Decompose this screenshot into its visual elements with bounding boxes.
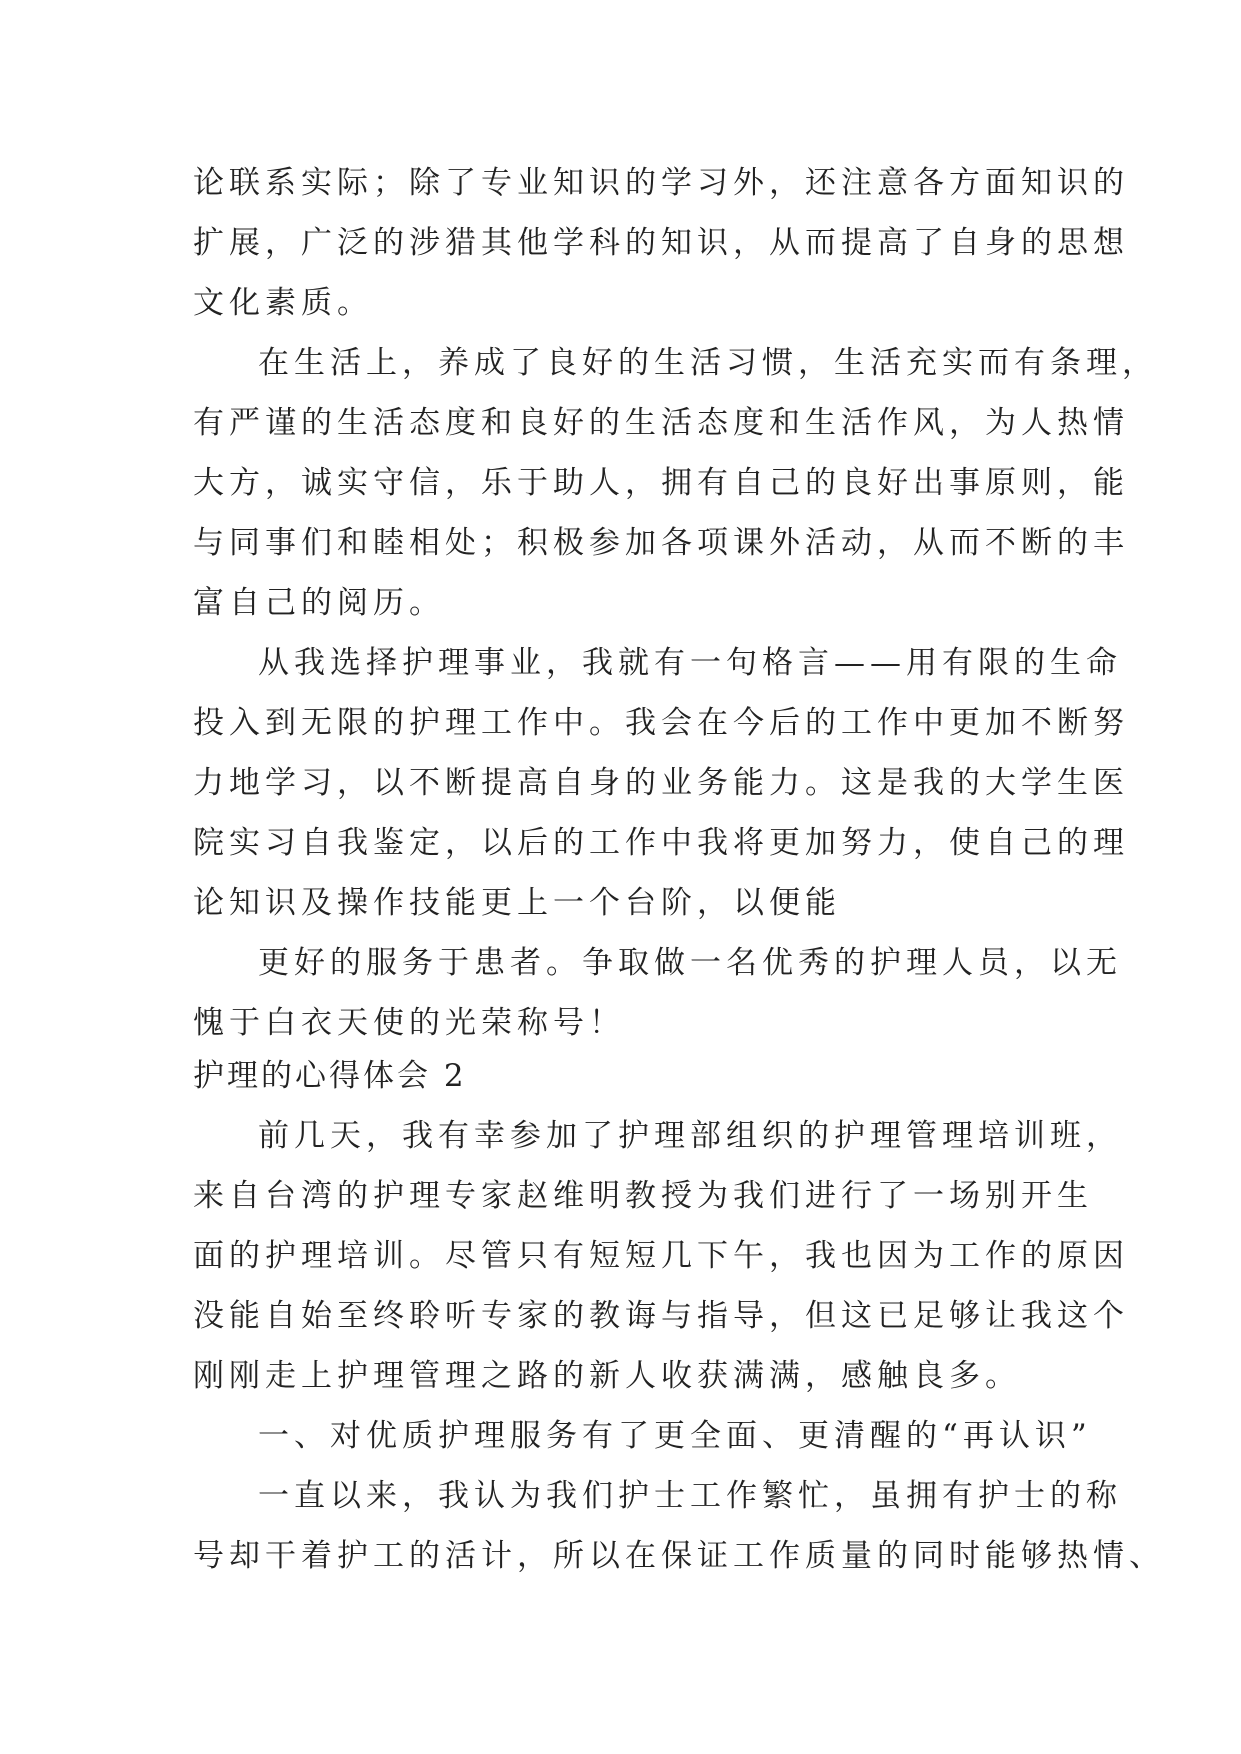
subheading-line: 一、对优质护理服务有了更全面、更清醒的“再认识”	[258, 1418, 1092, 1454]
paragraph-start: 从我选择护理事业，我就有一句格言——用有限的生命	[258, 645, 1122, 681]
text-line: 面的护理培训。尽管只有短短几下午，我也因为工作的原因	[193, 1238, 1129, 1274]
text-line: 愧于白衣天使的光荣称号！	[193, 1005, 625, 1041]
text-line: 刚刚走上护理管理之路的新人收获满满，感触良多。	[193, 1358, 1021, 1394]
text-line: 富自己的阅历。	[193, 585, 445, 621]
text-line: 论知识及操作技能更上一个台阶，以便能	[193, 885, 841, 921]
text-line: 有严谨的生活态度和良好的生活态度和生活作风，为人热情	[193, 405, 1129, 441]
text-line: 扩展，广泛的涉猎其他学科的知识，从而提高了自身的思想	[193, 225, 1129, 261]
paragraph-start: 一直以来，我认为我们护士工作繁忙，虽拥有护士的称	[258, 1478, 1122, 1514]
text-line: 与同事们和睦相处；积极参加各项课外活动，从而不断的丰	[193, 525, 1129, 561]
section-heading: 护理的心得体会 2	[193, 1058, 467, 1094]
paragraph-start: 更好的服务于患者。争取做一名优秀的护理人员，以无	[258, 945, 1122, 981]
text-line: 没能自始至终聆听专家的教诲与指导，但这已足够让我这个	[193, 1298, 1129, 1334]
text-line: 投入到无限的护理工作中。我会在今后的工作中更加不断努	[193, 705, 1129, 741]
text-line: 文化素质。	[193, 285, 373, 321]
paragraph-start: 在生活上，养成了良好的生活习惯，生活充实而有条理，	[258, 345, 1158, 381]
text-line: 来自台湾的护理专家赵维明教授为我们进行了一场别开生	[193, 1178, 1093, 1214]
text-line: 号却干着护工的活计，所以在保证工作质量的同时能够热情、	[193, 1538, 1165, 1574]
text-line: 院实习自我鉴定，以后的工作中我将更加努力，使自己的理	[193, 825, 1129, 861]
text-line: 论联系实际；除了专业知识的学习外，还注意各方面知识的	[193, 165, 1129, 201]
text-line: 大方，诚实守信，乐于助人，拥有自己的良好出事原则，能	[193, 465, 1129, 501]
paragraph-start: 前几天，我有幸参加了护理部组织的护理管理培训班，	[258, 1118, 1122, 1154]
text-line: 力地学习，以不断提高自身的业务能力。这是我的大学生医	[193, 765, 1129, 801]
